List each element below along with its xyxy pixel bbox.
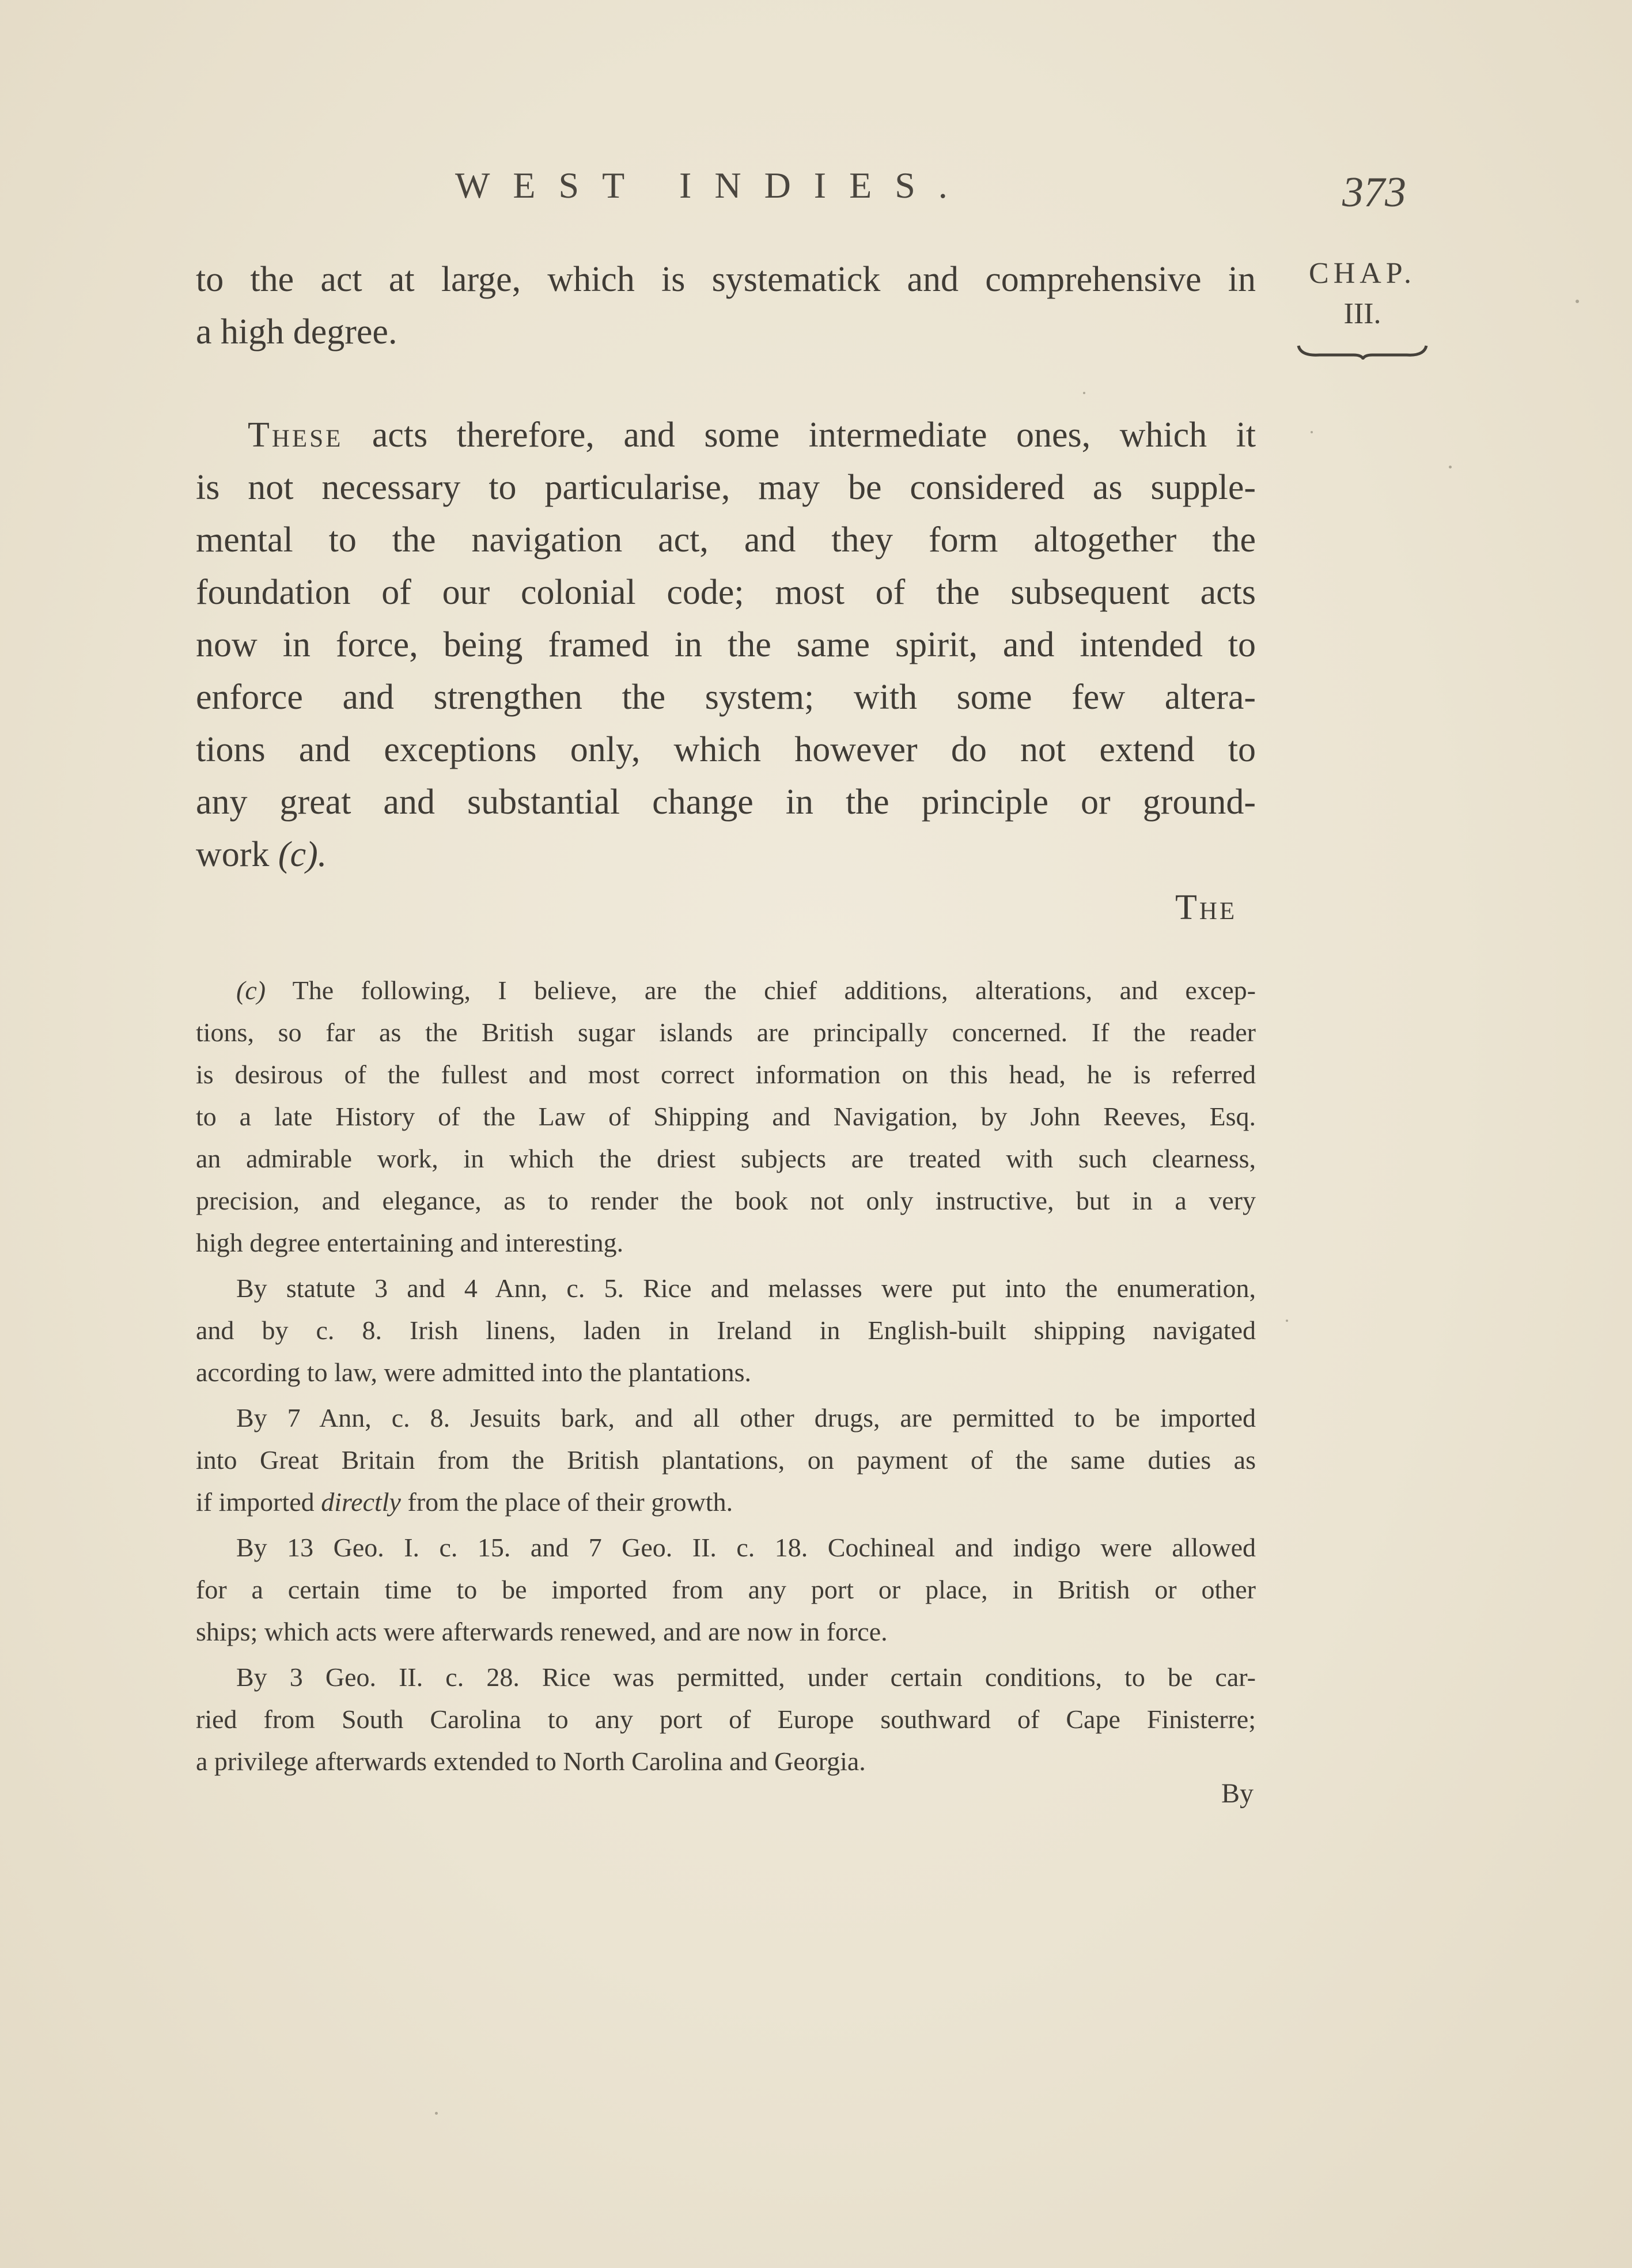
footnote-line: is desirous of the fullest and most correct information on this head, he is referred bbox=[196, 1060, 1256, 1089]
footnote-line: for a certain time to be imported from any port or place, in British or other bbox=[196, 1575, 1256, 1604]
text-line bbox=[196, 409, 1256, 462]
footnote-line: By 3 Geo. II. c. 28. Rice was permitted, under certain conditions, to be car- bbox=[236, 1662, 1256, 1692]
main-paragraph-1 bbox=[196, 254, 1256, 358]
catchword-main: The bbox=[1175, 888, 1237, 927]
footnote-line: ships; which acts were afterwards renewed, and are now in force. bbox=[196, 1617, 888, 1646]
footnote-line bbox=[196, 1481, 1256, 1523]
text-line: mental to the navigation act, and they form altogether the bbox=[196, 520, 1256, 560]
text-fragment: acts therefore, and some intermediate ones, which it bbox=[343, 415, 1256, 455]
text-line: now in force, being framed in the same spirit, and intended to bbox=[196, 625, 1256, 664]
text-fragment: if imported bbox=[196, 1487, 321, 1517]
text-line: is not necessary to particularise, may be considered as supple- bbox=[196, 468, 1256, 507]
footnote-line: tions, so far as the British sugar islands are principally concerned. If the reader bbox=[196, 1018, 1256, 1047]
text-line bbox=[196, 829, 1256, 881]
footnote-line: ried from South Carolina to any port of Europe southward of Cape Finisterre; bbox=[196, 1704, 1256, 1734]
chapter-brace-ornament bbox=[1296, 342, 1429, 360]
text-fragment: from the place of their growth. bbox=[400, 1487, 733, 1517]
footnote-line: according to law, were admitted into the plantations. bbox=[196, 1358, 752, 1387]
footnote-line: precision, and elegance, as to render the book not only instructive, but in a very bbox=[196, 1186, 1256, 1215]
footnote-line: a privilege afterwards extended to North Carolina and Georgia. bbox=[196, 1747, 866, 1776]
footnote-line bbox=[196, 969, 1256, 1011]
footnote-reference: (c). bbox=[278, 835, 327, 874]
footnote-block bbox=[196, 969, 1256, 1782]
italic-word: directly bbox=[321, 1487, 401, 1517]
footnote-line: an admirable work, in which the driest subjects are treated with such clearness, bbox=[196, 1144, 1256, 1173]
running-head: WEST INDIES. bbox=[455, 165, 971, 206]
text-line: foundation of our colonial code; most of the subsequent acts bbox=[196, 573, 1256, 612]
chapter-number: III. bbox=[1343, 297, 1381, 330]
text-line: enforce and strengthen the system; with some few altera- bbox=[196, 678, 1256, 717]
footnote-line: high degree entertaining and interesting. bbox=[196, 1228, 624, 1257]
chapter-label: CHAP. bbox=[1309, 257, 1416, 290]
footnote-marker: (c) bbox=[236, 976, 266, 1005]
footnote-line: By statute 3 and 4 Ann, c. 5. Rice and melasses were put into the enumeration, bbox=[236, 1273, 1256, 1303]
catchword-footnote: By bbox=[1221, 1778, 1254, 1809]
text-line: tions and exceptions only, which however do not extend to bbox=[196, 730, 1256, 769]
text-line: to the act at large, which is systematick and comprehensive in bbox=[196, 260, 1256, 299]
chapter-margin-note bbox=[1276, 254, 1449, 360]
text-line: a high degree. bbox=[196, 312, 397, 351]
footnote-line: and by c. 8. Irish linens, laden in Ireland in English-built shipping navigated bbox=[196, 1316, 1256, 1345]
footnote-line: to a late History of the Law of Shipping and Navigation, by John Reeves, Esq. bbox=[196, 1102, 1256, 1131]
main-paragraph-2 bbox=[196, 409, 1256, 881]
footnote-line: By 7 Ann, c. 8. Jesuits bark, and all other drugs, are permitted to be imported bbox=[236, 1403, 1256, 1432]
footnote-line: By 13 Geo. I. c. 15. and 7 Geo. II. c. 18. Cochineal and indigo were allowed bbox=[236, 1533, 1256, 1562]
page-number: 373 bbox=[1342, 169, 1406, 216]
text-fragment: The following, I believe, are the chief additions, alterations, and excep- bbox=[266, 976, 1256, 1005]
footnote-line: into Great Britain from the British plantations, on payment of the same duties as bbox=[196, 1445, 1256, 1475]
text-line: any great and substantial change in the principle or ground- bbox=[196, 783, 1256, 822]
text-fragment: work bbox=[196, 835, 278, 874]
small-caps-opening: These bbox=[248, 415, 343, 455]
